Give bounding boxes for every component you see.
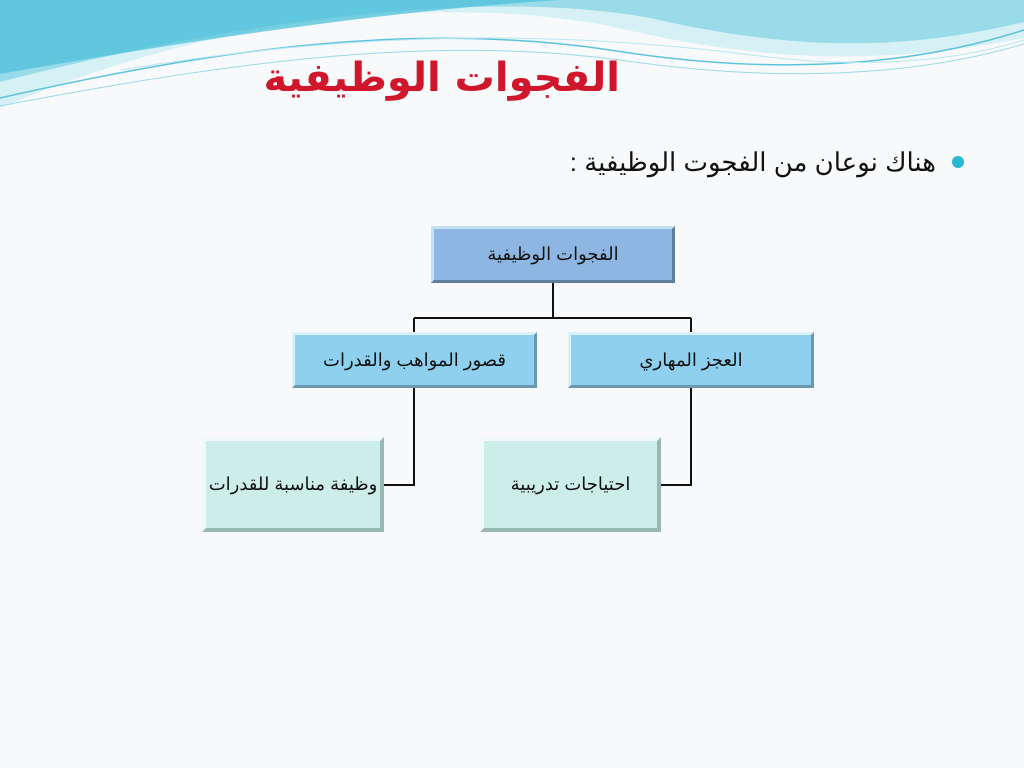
node-root: الفجوات الوظيفية: [431, 226, 675, 283]
bullet-text: هناك نوعان من الفجوت الوظيفية :: [569, 146, 936, 177]
node-right-child: احتياجات تدريبية: [480, 437, 661, 532]
connector-right-child: [661, 388, 691, 485]
node-left: قصور المواهب والقدرات: [292, 332, 537, 388]
node-left-child: وظيفة مناسبة للقدرات: [202, 437, 384, 532]
slide-title: الفجوات الوظيفية: [263, 55, 620, 101]
connector-left-child: [384, 388, 414, 485]
node-right: العجز المهاري: [568, 332, 814, 388]
